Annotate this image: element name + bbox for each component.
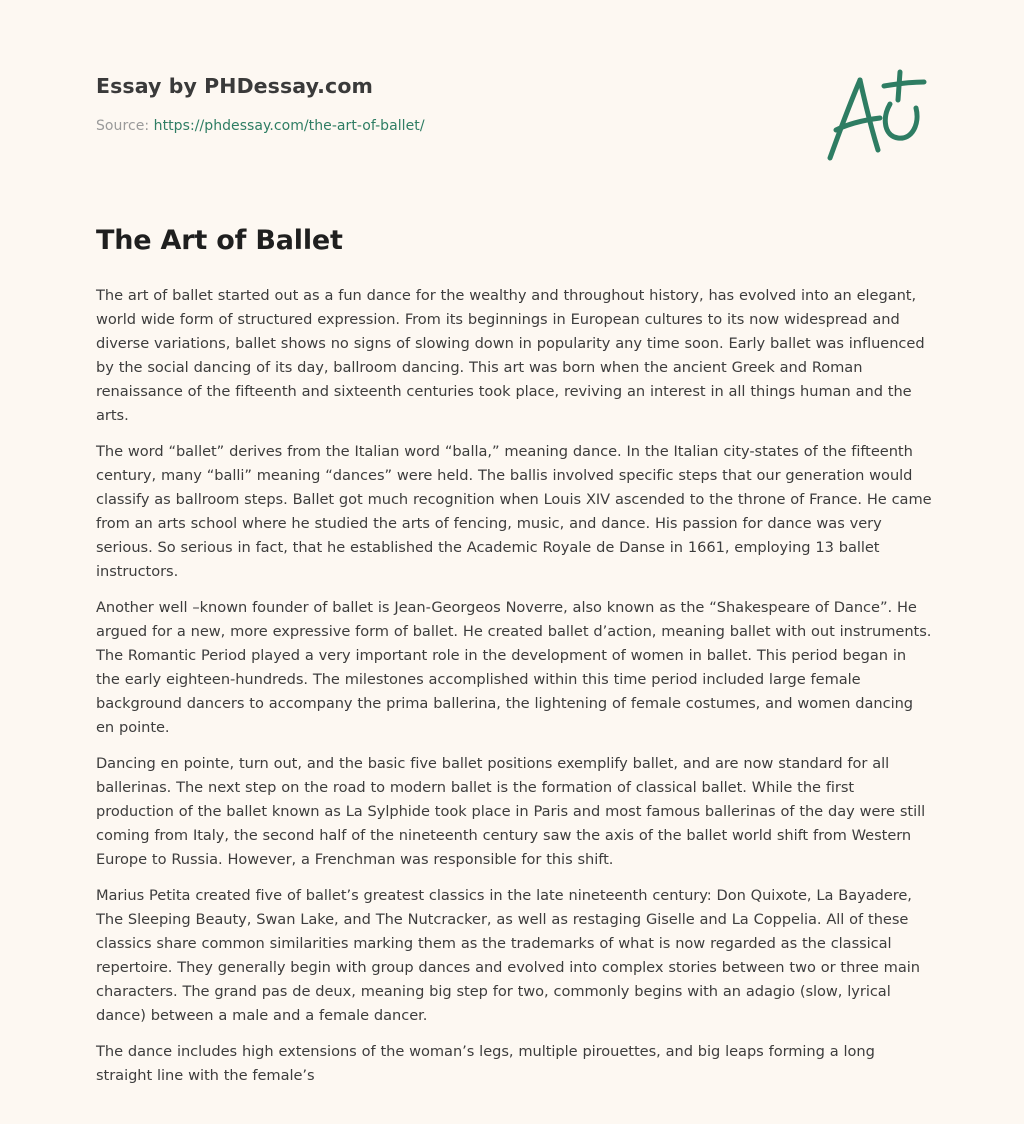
site-title: Essay by PHDessay.com xyxy=(96,74,373,98)
article-paragraph: The art of ballet started out as a fun dance for the wealthy and throughout history, has evolved into an elegant, world wide form of structured expression. From its beginnings in European cultures to its now widespread and diverse variations, ballet shows no signs of slowing down in popularity any time soon. Early ballet was influenced by the social dancing of its day, ballroom dancing. This art was born when the ancient Greek and Roman renaissance of the fifteenth and sixteenth centuries took place, reviving an interest in all things human and the arts. xyxy=(96,287,925,424)
source-line xyxy=(96,118,425,134)
article-paragraph: Marius Petita created five of ballet’s greatest classics in the late nineteenth century: Don Quixote, La Bayadere, The Sleeping Beauty, Swan Lake, and The Nutcracker, as well as restaging Giselle and La Coppelia. All of these classics share common similarities marking them as the trademarks of what is now regarded as the classical repertoire. They generally begin with group dances and evolved into complex stories between two or three main characters. The grand pas de deux, meaning big step for two, commonly begins with an adagio (slow, lyrical dance) between a male and a female dancer. xyxy=(96,887,920,1024)
article-paragraph: The word “ballet” derives from the Italian word “balla,” meaning dance. In the Italian city-states of the fifteenth century, many “balli” meaning “dances” were held. The ballis involved specific steps that our generation would classify as ballroom steps. Ballet got much recognition when Louis XIV ascended to the throne of France. He came from an arts school where he studied the arts of fencing, music, and dance. His passion for dance was very serious. So serious in fact, that he established the Academic Royale de Danse in 1661, employing 13 ballet instructors. xyxy=(96,443,932,580)
article-paragraph: Dancing en pointe, turn out, and the basic five ballet positions exemplify ballet, and are now standard for all ballerinas. The next step on the road to modern ballet is the formation of classical ballet. While the first production of the ballet known as La Sylphide took place in Paris and most famous ballerinas of the day were still coming from Italy, the second half of the nineteenth century saw the axis of the ballet world shift from Western Europe to Russia. However, a Frenchman was responsible for this shift. xyxy=(96,755,926,868)
article-title: The Art of Ballet xyxy=(96,225,343,256)
article-paragraph: The dance includes high extensions of the woman’s legs, multiple pirouettes, and big leaps forming a long straight line with the female’s xyxy=(96,1043,875,1084)
article-paragraph: Another well –known founder of ballet is Jean-Georgeos Noverre, also known as the “Shakespeare of Dance”. He argued for a new, more expressive form of ballet. He created ballet d’action, meaning ballet with out instruments. The Romantic Period played a very important role in the development of women in ballet. This period began in the early eighteen-hundreds. The milestones accomplished within this time period included large female background dancers to accompany the prima ballerina, the lightening of female costumes, and women dancing en pointe. xyxy=(96,599,932,736)
source-label: Source: xyxy=(96,118,150,134)
source-link[interactable]: https://phdessay.com/the-art-of-ballet/ xyxy=(153,118,425,134)
site-header xyxy=(96,74,425,134)
article-body xyxy=(96,284,932,1100)
a-plus-grade-icon xyxy=(820,66,930,166)
